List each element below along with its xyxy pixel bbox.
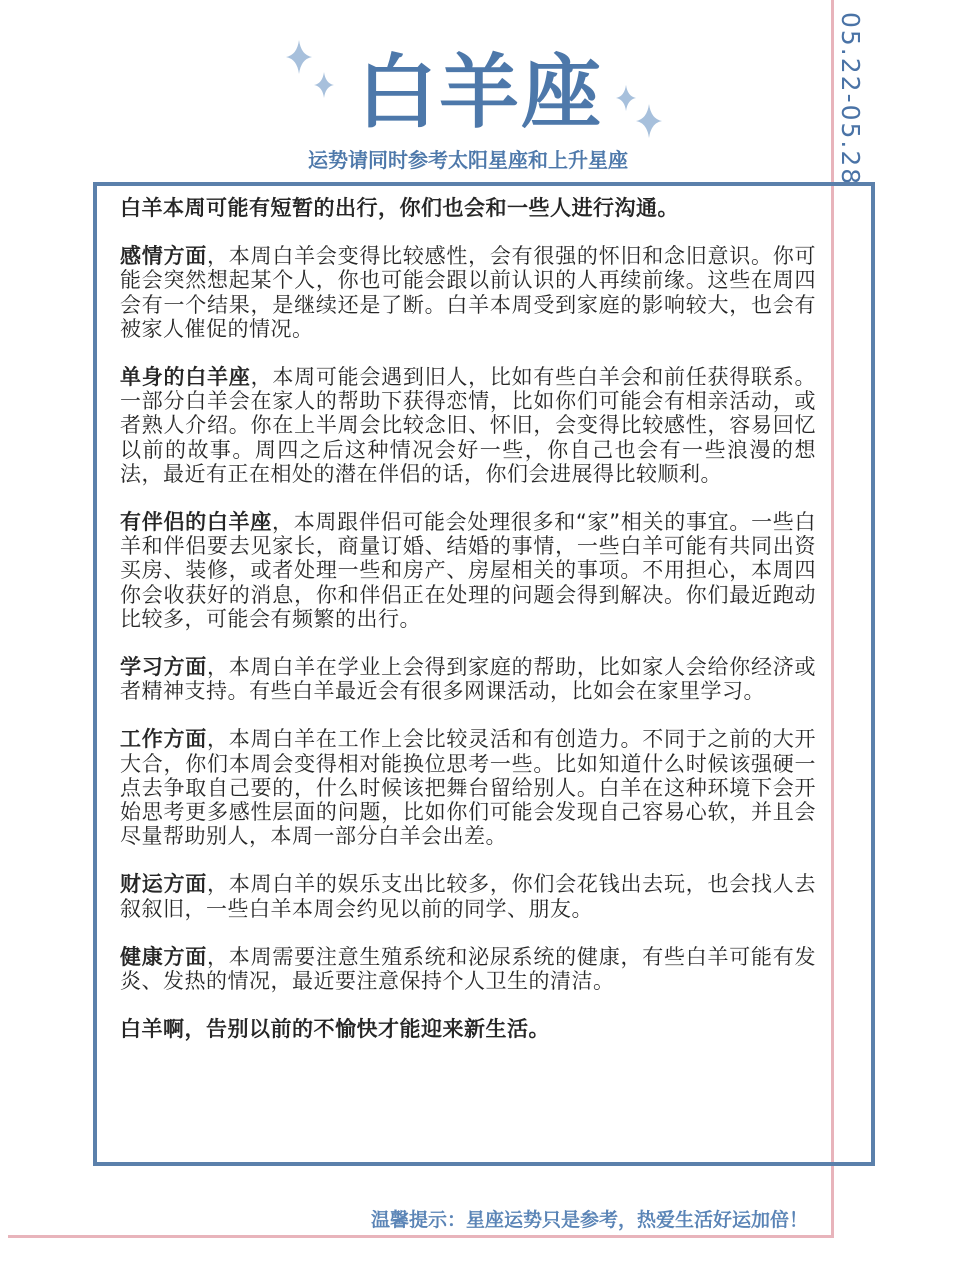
footer-tip: 温馨提示：星座运势只是参考，热爱生活好运加倍！ (370, 1209, 808, 1231)
closing-paragraph: 白羊啊，告别以前的不愉快才能迎来新生活。 (120, 1017, 550, 1042)
page-subtitle: 运势请同时参考太阳星座和上升星座 (308, 148, 628, 172)
section-text: ，本周白羊会变得比较感性，会有很强的怀旧和念旧意识。你可能会突然想起某个人，你也可能会跟以前认识的人再续前缘。这些在周四会有一个结果，是继续还是了断。白羊本周受到家庭的影响较大，也会有被家人催促的情况。 (120, 244, 817, 341)
section-text: ，本周白羊在工作上会比较灵活和有创造力。不同于之前的大开大合，你们本周会变得相对能换位思考一些。比如知道什么时候该强硬一点去争取自己要的，什么时候该把舞台留给别人。白羊在这种环境下会开始思考更多感性层面的问题，比如你们可能会发现自己容易心软，并且会尽量帮助别人，本周一部分白羊会出差。 (120, 727, 817, 849)
section-text: ，本周跟伴侣可能会处理很多和“家”相关的事宜。一些白羊和伴侣要去见家长，商量订婚、结婚的事情，一些白羊可能有共同出资买房、装修，或者处理一些和房产、房屋相关的事项。不用担心，本周四你会收获好的消息，你和伴侣正在处理的问题会得到解决。你们最近跑动比较多，可能会有频繁的出行。 (120, 510, 817, 631)
intro-paragraph: 白羊本周可能有短暂的出行，你们也会和一些人进行沟通。 (120, 196, 679, 220)
pink-horizontal-line (8, 1235, 834, 1238)
section-heading: 感情方面 (120, 244, 208, 269)
section-text: ，本周白羊在学业上会得到家庭的帮助，比如家人会给你经济或者精神支持。有些白羊最近会有很多网课活动，比如会在家里学习。 (120, 655, 817, 704)
page-title: 白羊座 (357, 46, 603, 139)
section-single (120, 365, 816, 486)
section-heading: 健康方面 (120, 944, 208, 969)
section-heading: 学习方面 (120, 655, 208, 680)
section-heading: 财运方面 (120, 872, 208, 897)
section-health (120, 945, 816, 993)
section-text: ，本周白羊的娱乐支出比较多，你们会花钱出去玩，也会找人去叙叙旧，一些白羊本周会约见以前的同学、朋友。 (120, 872, 817, 921)
section-wealth (120, 872, 816, 920)
section-partnered (120, 510, 816, 631)
section-heading: 有伴侣的白羊座 (120, 510, 272, 535)
section-text: ，本周需要注意生殖系统和泌尿系统的健康，有些白羊可能有发炎、发热的情况，最近要注意保持个人卫生的清洁。 (120, 944, 817, 994)
date-range: 05.22-05.28 (836, 12, 865, 187)
section-heading: 工作方面 (120, 727, 208, 752)
section-love (120, 244, 816, 341)
section-text: ，本周可能会遇到旧人，比如有些白羊会和前任获得联系。一部分白羊会在家人的帮助下获得恋情，比如你们可能会有相亲活动，或者熟人介绍。你在上半周会比较念旧、怀旧，会变得比较感性，容易回忆以前的故事。周四之后这种情况会好一些，你自己也会有一些浪漫的想法，最近有正在相处的潜在伴侣的话，你们会进展得比较顺利。 (120, 365, 817, 486)
horoscope-article (120, 196, 816, 1065)
section-heading: 单身的白羊座 (120, 365, 251, 390)
section-study (120, 655, 816, 703)
section-work (120, 727, 816, 848)
